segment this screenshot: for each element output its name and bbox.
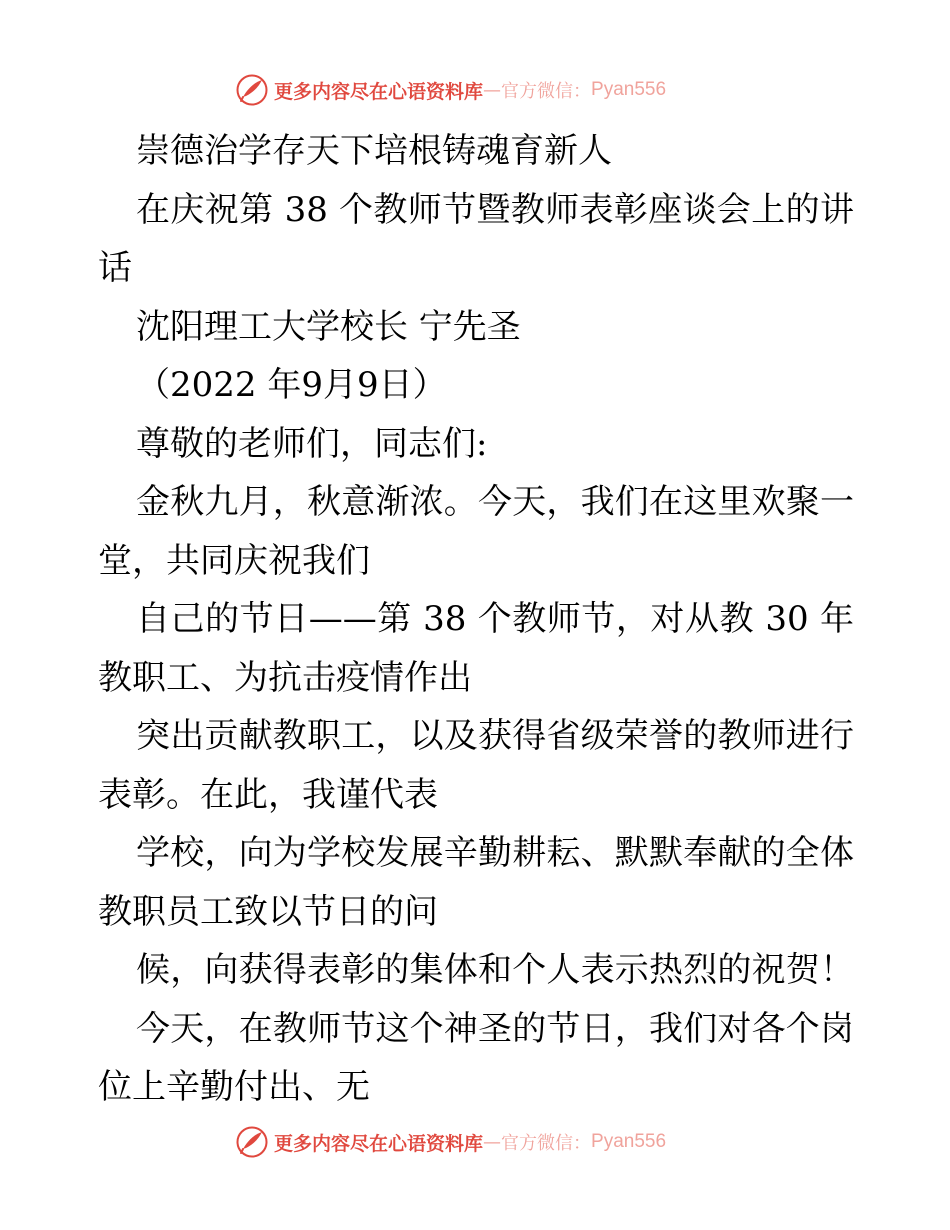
text-line: 沈阳理工大学校长 宁先圣 xyxy=(136,306,521,347)
watermark-brand-text: 更多内容尽在心语资料库 xyxy=(274,1132,484,1155)
watermark-label: 官方微信： xyxy=(501,81,592,102)
text-line: 学校，向为学校发展辛勤耕耘、默默奉献的全体 xyxy=(136,833,854,873)
text-line: 候，向获得表彰的集体和个人表示热烈的祝贺！ xyxy=(136,950,854,990)
text-line: 话 xyxy=(98,248,132,288)
text-line: 尊敬的老师们，同志们: xyxy=(136,423,488,464)
text-line: 教职员工致以节日的问 xyxy=(98,891,438,932)
watermark-dash: — xyxy=(483,79,502,101)
watermark-wechat-id: Pyan556 xyxy=(591,79,667,100)
text-line: 金秋九月，秋意渐浓。今天，我们在这里欢聚一 xyxy=(136,482,854,522)
quill-pen-logo-icon xyxy=(236,74,268,106)
text-line: 自己的节日——第 38 个教师节，对从教 30 年 xyxy=(136,599,854,639)
text-line: 今天，在教师节这个神圣的节日，我们对各个岗 xyxy=(136,1008,854,1049)
text-line: 表彰。在此，我谨代表 xyxy=(98,774,438,815)
watermark-footer xyxy=(236,1124,666,1160)
text-line: 位上辛勤付出、无 xyxy=(98,1067,370,1107)
text-line: 崇德治学存天下培根铸魂育新人 xyxy=(136,131,612,171)
document-body xyxy=(98,122,854,1117)
quill-pen-logo-icon xyxy=(236,1126,268,1158)
watermark-dash: — xyxy=(483,1131,502,1153)
watermark-brand-text: 更多内容尽在心语资料库 xyxy=(274,80,484,103)
watermark-header xyxy=(236,72,666,108)
text-line: 教职工、为抗击疫情作出 xyxy=(98,657,472,698)
watermark-wechat-id: Pyan556 xyxy=(591,1131,667,1152)
text-line: 突出贡献教职工，以及获得省级荣誉的教师进行 xyxy=(136,716,854,756)
text-line: 堂，共同庆祝我们 xyxy=(98,540,370,581)
watermark-label: 官方微信： xyxy=(501,1133,592,1154)
text-line: 在庆祝第 38 个教师节暨教师表彰座谈会上的讲 xyxy=(136,189,854,230)
text-line: （2022 年9月9日） xyxy=(136,365,447,405)
